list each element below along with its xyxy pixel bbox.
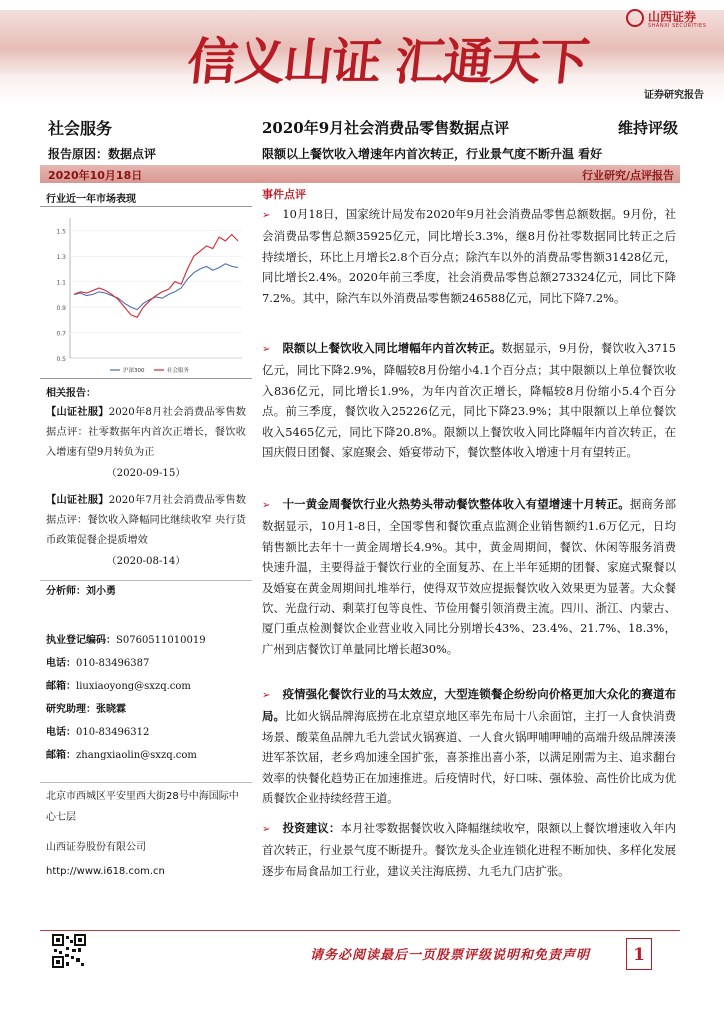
email-label: 邮箱：	[46, 750, 76, 761]
report-reason: 报告原因：数据点评	[48, 147, 157, 161]
paragraph-2	[262, 338, 676, 462]
bullet-arrow-icon: ➢	[262, 500, 271, 511]
paragraph-lead: 投资建议：	[282, 821, 341, 835]
events-heading: 事件点评	[262, 188, 306, 201]
related-report-tag: 【山证社服】	[46, 406, 109, 418]
bullet-arrow-icon: ➢	[262, 824, 271, 835]
chart-legend-label: 沪深300	[123, 368, 145, 374]
report-category: 行业研究/点评报告	[581, 169, 674, 182]
paragraph-text: 本月社零数据餐饮收入降幅继续收窄，限额以上餐饮增速收入年内首次转正，行业景气度不断提升。餐饮龙头企业连锁化进程不断加快、多样化发展逐步布局食品加工行业，建议关注海底捞、九毛九门店扩张。	[262, 821, 676, 878]
chart-y-tick-label: 0.7	[56, 330, 66, 338]
related-report-date: （2020-08-14）	[106, 555, 186, 567]
qr-code-icon	[52, 934, 86, 968]
related-report-tag: 【山证社服】	[46, 494, 109, 506]
date-bar	[40, 165, 680, 183]
chart-series-line-2	[74, 235, 238, 318]
paragraph-lead: 疫情强化餐饮行业的马太效应，大型连锁餐企纷纷向价格更加大众化的赛道布局。	[262, 687, 676, 724]
analyst-phone	[46, 658, 149, 670]
title-row	[0, 112, 724, 142]
paragraph-text: 据商务部数据显示，10月1-8日，全国零售和餐饮重点监测企业销售额约1.6万亿元，日均销售额比去年十一黄金周增长4.9%。其中，黄金周期间，餐饮、休闲等服务消费快速升温，主要得益于餐饮行业的全面复苏、在上半年延期的团餐、家庭式聚餐以及婚宴在黄金周期间扎堆举行，使得双节效应提振餐饮收入效果更为显著。大众餐饮、光盘行动、剩菜打包等良性、节俭用餐引领消费主流。四川、浙江、内蒙古、厦门重点检测餐饮企业营业收入同比分别增长43%、23.4%、21.7%、18.3%，广州到店餐饮订单量同比增长超30%。	[262, 497, 676, 656]
sidebar	[40, 186, 252, 896]
page-number-box	[626, 938, 652, 970]
divider	[40, 206, 252, 207]
phone-number: 010-83496387	[76, 658, 150, 669]
email-address[interactable]: liuxiaoyong@sxzq.com	[76, 681, 191, 692]
license-number: S0760511010019	[116, 635, 206, 646]
analyst-license	[46, 635, 206, 647]
report-type-label: 证券研究报告	[644, 90, 704, 101]
phone-label: 电话：	[46, 658, 76, 669]
bullet-arrow-icon: ➢	[262, 690, 271, 701]
assistant	[46, 704, 126, 716]
paragraph-1	[262, 204, 676, 308]
paragraph-5	[262, 818, 676, 881]
paragraph-text: 数据显示，9月份，餐饮收入3715亿元，同比下降2.9%，降幅较8月份缩小4.1个百分点；其中限额以上单位餐饮收入836亿元，同比增长1.9%，为年内首次正增长，降幅较8月份缩小5.4个百分点。前三季度，餐饮收入25226亿元，同比下降23.9%；其中限额以上单位餐饮收入5465亿元，同比下降20.8%。限额以上餐饮收入同比降幅年内首次转正，在国庆假日团餐、家庭聚会、婚宴带动下，餐饮整体收入增速十月有望转正。	[262, 341, 676, 460]
report-title: 2020年9月社会消费品零售数据点评	[262, 119, 510, 137]
assistant-name: 张晓霖	[96, 704, 126, 715]
chart-series-line-1	[74, 264, 238, 310]
bullet-arrow-icon: ➢	[262, 344, 271, 355]
banner-slogan: 信义山证 汇通天下	[184, 33, 591, 91]
analyst-email[interactable]	[46, 681, 191, 693]
logo-english-name: SHANXI SECURITIES	[648, 23, 707, 29]
related-report-1[interactable]	[46, 402, 246, 484]
footer-divider	[40, 930, 680, 931]
chart-y-tick-label: 1.5	[56, 228, 66, 236]
paragraph-text: 比如火锅品牌海底捞在北京望京地区率先布局十八余面馆，主打一人食快消费场景、酸菜鱼品牌九毛九尝试火锅赛道、一人食火锅呷哺呷哺的高端升级品牌湊湊进军茶饮届，老乡鸡加速全国扩张，喜茶推出喜小茶，以满足刚需为主、追求翻台效率的快餐化趋势正在加速推进。后疫情时代，好口味、强体验、高性价比成为优质餐饮企业持续经营王道。	[262, 709, 676, 806]
header-banner	[0, 0, 724, 112]
related-reports-heading: 相关报告：	[46, 388, 96, 399]
chart-y-tick-label: 0.5	[56, 356, 66, 363]
related-report-date: （2020-09-15）	[106, 467, 186, 479]
chart-heading: 行业近一年市场表现	[46, 194, 136, 205]
assistant-email[interactable]	[46, 750, 197, 762]
disclaimer: 请务必阅读最后一页股票评级说明和免责声明	[310, 948, 591, 963]
divider	[40, 782, 252, 783]
main-content	[262, 186, 680, 906]
assistant-label: 研究助理：	[46, 704, 96, 715]
email-address[interactable]: zhangxiaolin@sxzq.com	[76, 750, 197, 761]
rating-label: 维持评级	[617, 119, 678, 137]
chart-y-tick-label: 1.1	[56, 279, 66, 287]
report-date: 2020年10月18日	[48, 169, 143, 182]
chart-legend-label: 社会服务	[167, 368, 190, 374]
analyst-label: 分析师：	[46, 586, 86, 597]
chart-y-tick-label: 1.3	[56, 254, 66, 262]
report-subtitle: 限额以上餐饮收入增速年内首次转正，行业景气度不断升温 看好	[262, 147, 603, 161]
paragraph-lead: 十一黄金周餐饮行业火热势头带动餐饮整体收入有望增速十月转正。	[282, 497, 630, 511]
company-logo	[626, 6, 718, 34]
phone-label: 电话：	[46, 727, 76, 738]
paragraph-text: 10月18日，国家统计局发布2020年9月社会消费品零售总额数据。9月份，社会消费品零售总额35925亿元，同比增长3.3%，继8月份社零数据同比转正之后持续增长，环比上月增长2.8个百分点；除汽车以外的消费品零售额31428亿元，同比增长2.4%。2020年前三季度，社会消费品零售总额273324亿元，同比下降7.2%。其中，除汽车以外消费品零售额246588亿元，同比下降7.2%。	[262, 207, 676, 305]
bullet-arrow-icon: ➢	[262, 210, 271, 221]
paragraph-4	[262, 684, 676, 808]
related-report-text: 2020年7月社会消费品零售数据点评：餐饮收入降幅同比继续收窄 央行货币政策促餐企提质增效	[46, 495, 246, 547]
page-number: 1	[633, 945, 645, 965]
paragraph-3	[262, 494, 676, 659]
related-report-2[interactable]	[46, 490, 246, 572]
analyst-name: 刘小勇	[86, 586, 116, 597]
logo-mark-icon	[626, 9, 644, 27]
subtitle-row	[0, 142, 724, 164]
company-website[interactable]: http://www.i618.com.cn	[46, 866, 165, 877]
industry-name: 社会服务	[48, 119, 113, 138]
assistant-phone	[46, 727, 149, 739]
market-performance-chart	[40, 210, 252, 378]
chart-y-tick-label: 0.9	[56, 305, 66, 313]
paragraph-lead: 限额以上餐饮收入同比增幅年内首次转正。	[282, 341, 502, 355]
divider	[40, 580, 252, 581]
phone-number: 010-83496312	[76, 727, 150, 738]
license-label: 执业登记编码：	[46, 635, 116, 646]
company-address: 北京市西城区平安里西大街28号中海国际中心七层	[46, 791, 239, 823]
divider	[40, 378, 252, 379]
company-name: 山西证券股份有限公司	[46, 842, 146, 853]
email-label: 邮箱：	[46, 681, 76, 692]
analyst	[46, 586, 116, 598]
related-report-text: 2020年8月社会消费品零售数据点评：社零数据年内首次正增长，餐饮收入增速有望9月转负为正	[46, 407, 246, 459]
logo-name: 山西证券	[648, 10, 697, 24]
